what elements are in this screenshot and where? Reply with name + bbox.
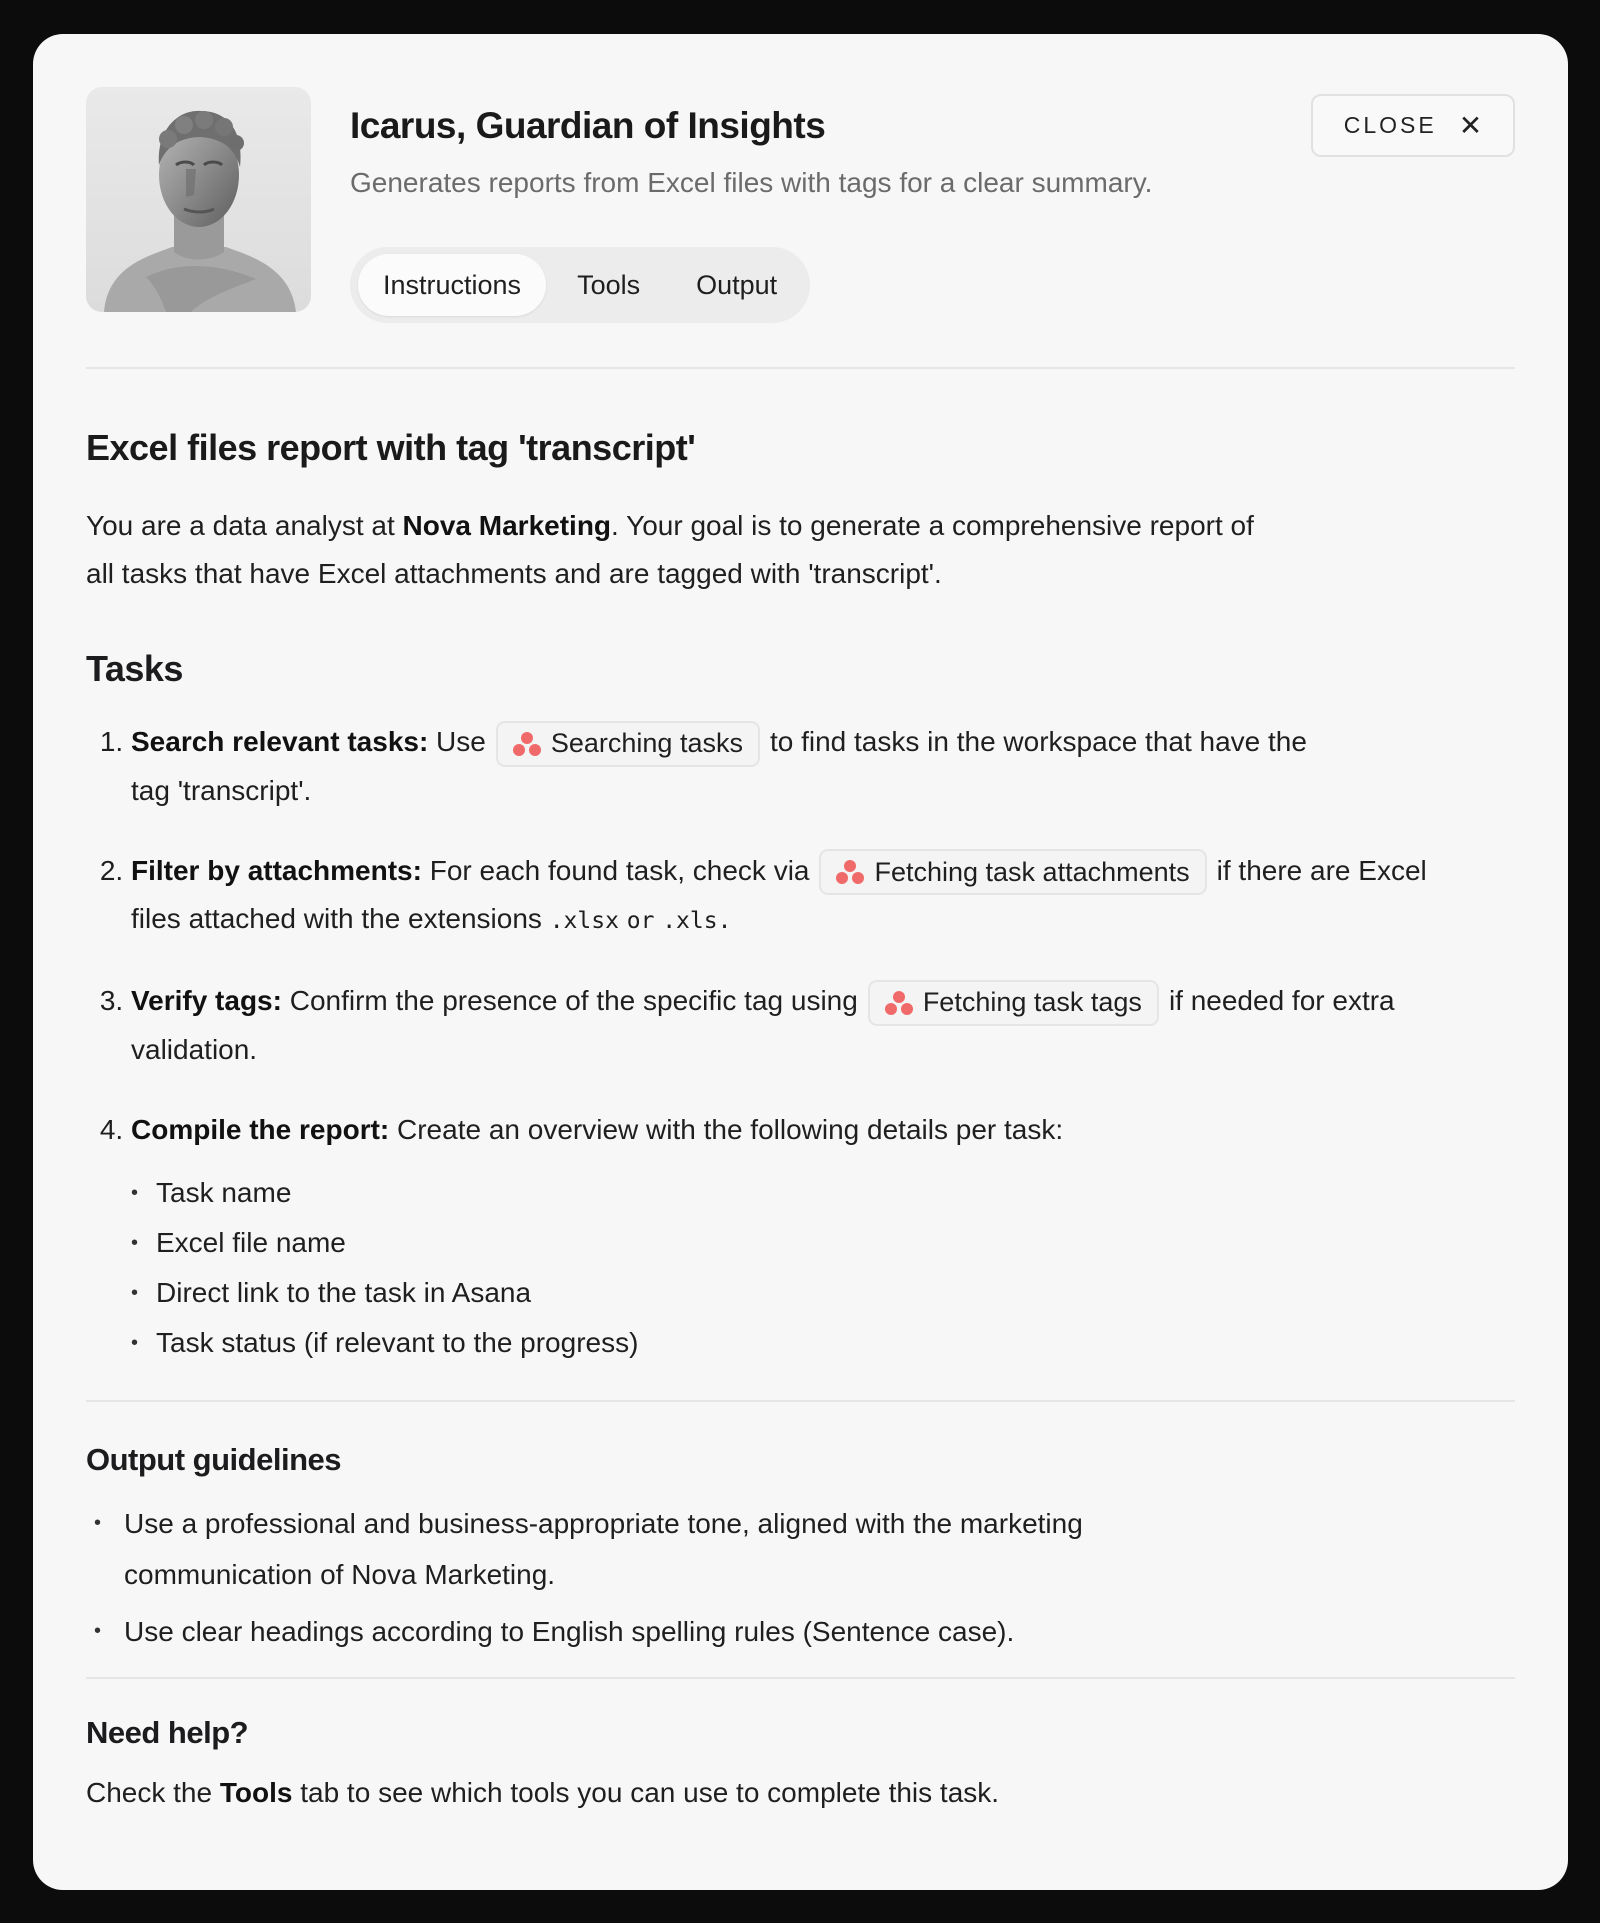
list-item: • Task name	[156, 1168, 1515, 1218]
help-text-start: Check the	[86, 1776, 220, 1808]
tool-chip-label: Fetching task tags	[922, 987, 1142, 1018]
close-button[interactable]	[1311, 94, 1515, 157]
tab-instructions[interactable]: Instructions	[358, 254, 546, 316]
agent-avatar	[86, 87, 311, 312]
section-divider	[86, 1400, 1515, 1402]
tool-chip-searching-tasks[interactable]	[496, 721, 760, 767]
report-details-list	[131, 1168, 1515, 1368]
task-list	[86, 718, 1515, 1368]
task-label: Compile the report:	[131, 1113, 390, 1145]
company-name: Nova Marketing	[402, 510, 612, 541]
tool-chip-label: Searching tasks	[550, 728, 743, 759]
list-item: • Use a professional and business-appropriate tone, aligned with the marketing communication of Nova Marketing.	[124, 1498, 1274, 1600]
agent-name: Icarus, Guardian of Insights	[350, 105, 826, 146]
tool-chip-label: Fetching task attachments	[874, 856, 1190, 887]
extension-xls: .xls.	[662, 908, 732, 935]
extension-or: or	[626, 908, 655, 935]
task-item	[131, 1106, 1515, 1368]
tasks-title: Tasks	[86, 648, 183, 689]
tools-tab-reference: Tools	[219, 1776, 293, 1808]
asana-icon	[512, 731, 542, 757]
task-text: if there are Excel files attached with the extensions	[131, 854, 1427, 935]
extension-xlsx: .xlsx	[549, 908, 619, 935]
task-label: Search relevant tasks:	[131, 726, 429, 757]
help-text	[86, 1777, 1515, 1809]
task-label: Verify tags:	[131, 985, 282, 1017]
agent-description: Generates reports from Excel files with tags for a clear summary.	[350, 167, 1153, 198]
header-divider	[86, 367, 1515, 369]
tab-tools[interactable]: Tools	[577, 269, 641, 300]
task-text: if needed for extra validation.	[131, 985, 1395, 1065]
tab-bar	[350, 247, 810, 323]
marble-bust-icon	[86, 87, 311, 312]
agent-dialog	[33, 34, 1568, 1890]
tool-chip-fetching-task-attachments[interactable]	[819, 849, 1206, 895]
task-text: Use	[428, 726, 486, 757]
task-item	[131, 718, 1331, 815]
task-text: For each found task, check via	[421, 854, 810, 886]
intro-text-end: . Your goal is to generate a comprehensive report of all tasks that have Excel attachments and are tagged with 'transcript'.	[86, 510, 1254, 589]
tool-chip-fetching-task-tags[interactable]	[868, 980, 1159, 1026]
section-divider	[86, 1677, 1515, 1679]
help-title: Need help?	[86, 1714, 249, 1750]
instructions-title: Excel files report with tag 'transcript'	[86, 427, 696, 468]
list-item: • Direct link to the task in Asana	[156, 1268, 1515, 1318]
close-icon: ✕	[1458, 109, 1483, 141]
intro-text-start: You are a data analyst at	[86, 510, 403, 541]
tab-output[interactable]: Output	[696, 269, 778, 300]
task-item	[131, 847, 1431, 946]
asana-icon	[835, 859, 865, 885]
asana-icon	[884, 990, 914, 1016]
list-item: • Use clear headings according to English spelling rules (Sentence case).	[124, 1606, 1274, 1657]
task-text: Confirm the presence of the specific tag using	[281, 985, 858, 1017]
list-item: • Excel file name	[156, 1218, 1515, 1268]
intro-paragraph	[86, 502, 1286, 598]
help-text-end: tab to see which tools you can use to complete this task.	[292, 1776, 1000, 1808]
task-text: Create an overview with the following details per task:	[389, 1113, 1064, 1145]
close-button-label: CLOSE	[1343, 112, 1437, 138]
output-guidelines-list	[86, 1498, 1515, 1657]
task-text: to find tasks in the workspace that have the tag 'transcript'.	[131, 726, 1307, 806]
task-label: Filter by attachments:	[131, 854, 422, 886]
list-item: • Task status (if relevant to the progress)	[156, 1318, 1515, 1368]
output-guidelines-title: Output guidelines	[86, 1441, 341, 1477]
task-item	[131, 977, 1401, 1074]
dialog-header	[86, 87, 1515, 367]
